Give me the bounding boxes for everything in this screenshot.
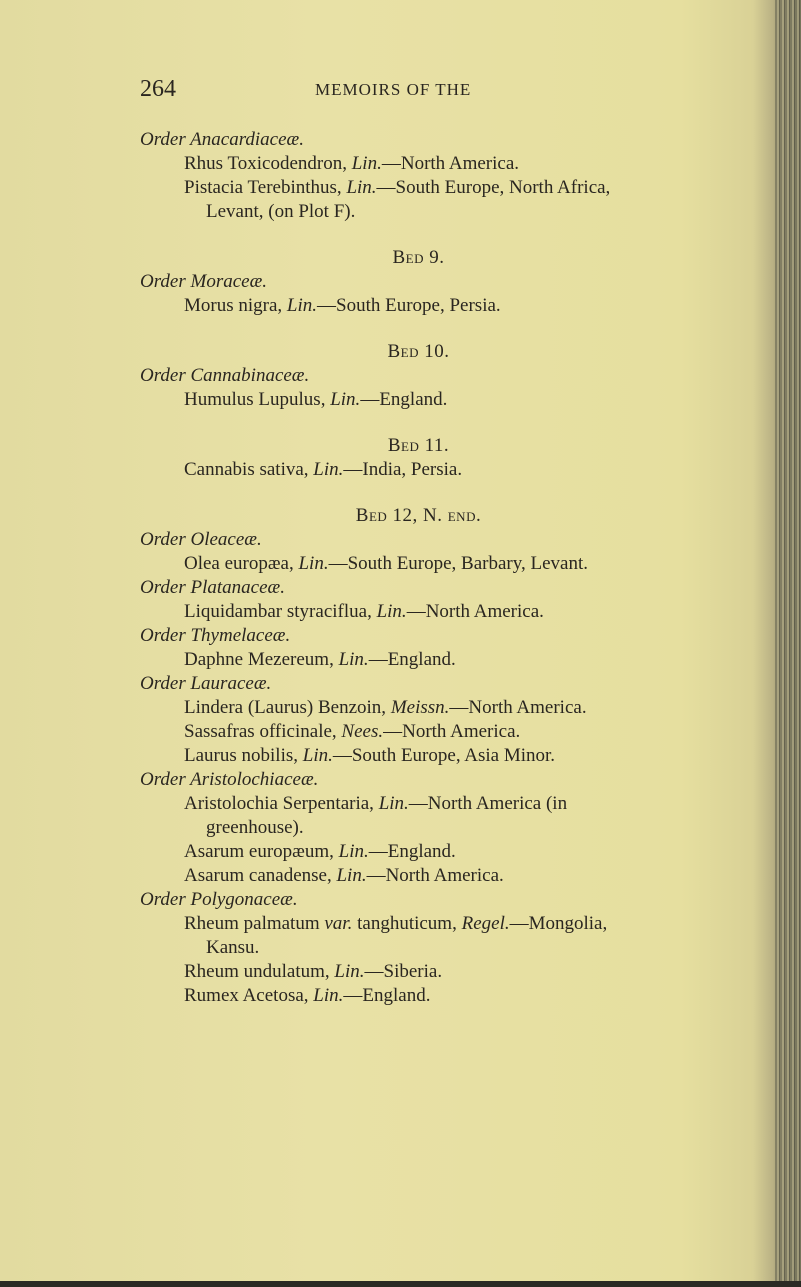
text-segment: Anacardiaceæ. bbox=[190, 129, 304, 150]
text-segment: Aristolochia Serpentaria, bbox=[184, 793, 379, 814]
text-segment: Lin. bbox=[336, 865, 367, 886]
text-segment: Bed 12, N. end. bbox=[355, 505, 482, 526]
species-entry bbox=[206, 936, 259, 960]
text-segment: —North America. bbox=[381, 153, 520, 174]
text-segment: Humulus Lupulus, bbox=[184, 389, 331, 410]
text-segment: Order Lauraceæ. bbox=[140, 673, 272, 694]
bed-heading bbox=[0, 340, 801, 364]
species-entry bbox=[184, 840, 456, 864]
text-segment: Lin. bbox=[376, 601, 407, 622]
text-segment: Daphne Mezereum, bbox=[184, 649, 339, 670]
text-segment: —England. bbox=[360, 389, 448, 410]
text-segment: Regel. bbox=[461, 913, 510, 934]
text-segment: —Siberia. bbox=[364, 961, 443, 982]
order-heading bbox=[140, 888, 298, 912]
text-segment: tanghuticum, bbox=[352, 913, 462, 934]
text-segment: Lin. bbox=[313, 985, 344, 1006]
species-entry bbox=[184, 648, 456, 672]
bed-heading bbox=[0, 434, 801, 458]
text-segment: Olea europæa, bbox=[184, 553, 299, 574]
species-entry bbox=[184, 294, 501, 318]
order-heading bbox=[140, 768, 318, 792]
text-segment: Order bbox=[140, 129, 191, 150]
text-segment: Order Cannabinaceæ. bbox=[140, 365, 310, 386]
text-segment: —Mongolia, bbox=[509, 913, 608, 934]
page-edge bbox=[775, 0, 801, 1287]
text-segment: Order Aristolochiaceæ. bbox=[140, 769, 319, 790]
page-number: 264 bbox=[140, 76, 176, 102]
text-segment: Bed 9. bbox=[392, 247, 445, 268]
text-segment: Order Moraceæ. bbox=[140, 271, 267, 292]
text-segment: —North America (in bbox=[408, 793, 568, 814]
order-heading bbox=[140, 672, 271, 696]
text-segment: Sassafras officinale, bbox=[184, 721, 342, 742]
text-segment: Bed 10. bbox=[387, 341, 450, 362]
text-segment: —North America. bbox=[406, 601, 544, 622]
text-segment: Lin. bbox=[338, 841, 369, 862]
text-segment: Lin. bbox=[302, 745, 333, 766]
text-segment: Meissn. bbox=[390, 697, 450, 718]
text-segment: Rheum undulatum, bbox=[184, 961, 335, 982]
order-heading bbox=[140, 128, 304, 152]
text-segment: Liquidambar styraciflua, bbox=[184, 601, 377, 622]
text-segment: Lin. bbox=[346, 177, 377, 198]
text-segment: Order Thymelaceæ. bbox=[140, 625, 291, 646]
page-bottom-shadow bbox=[0, 1281, 801, 1287]
text-segment: —England. bbox=[343, 985, 431, 1006]
text-segment: Bed 11. bbox=[387, 435, 450, 456]
species-entry bbox=[184, 176, 610, 200]
text-segment: Rheum palmatum bbox=[184, 913, 325, 934]
text-segment: —North America. bbox=[366, 865, 504, 886]
text-segment: Order Platanaceæ. bbox=[140, 577, 285, 598]
species-entry bbox=[184, 388, 447, 412]
text-segment: Lin. bbox=[286, 295, 318, 316]
text-segment: var. bbox=[324, 913, 353, 934]
text-segment: —South Europe, Asia Minor. bbox=[332, 745, 556, 766]
species-entry bbox=[206, 816, 304, 840]
species-entry bbox=[184, 720, 520, 744]
text-segment: —South Europe, Barbary, Levant. bbox=[328, 553, 589, 574]
text-segment: Asarum canadense, bbox=[184, 865, 337, 886]
text-segment: —South Europe, North Africa, bbox=[376, 177, 611, 198]
text-segment: Order Oleaceæ. bbox=[140, 529, 262, 550]
order-heading bbox=[140, 364, 309, 388]
order-heading bbox=[140, 270, 267, 294]
text-segment: Lin. bbox=[313, 459, 344, 480]
text-segment: Lindera (Laurus) Benzoin, bbox=[184, 697, 391, 718]
species-entry bbox=[184, 600, 544, 624]
text-segment: Order Polygonaceæ. bbox=[140, 889, 298, 910]
text-segment: —India, Persia. bbox=[343, 459, 463, 480]
text-segment: Rumex Acetosa, bbox=[184, 985, 314, 1006]
species-entry bbox=[184, 152, 519, 176]
bed-heading bbox=[0, 246, 801, 270]
text-segment: Nees. bbox=[341, 721, 384, 742]
species-entry bbox=[184, 912, 607, 936]
text-segment: Lin. bbox=[334, 961, 365, 982]
species-entry bbox=[184, 458, 462, 482]
order-heading bbox=[140, 624, 290, 648]
text-segment: —England. bbox=[368, 841, 456, 862]
text-segment: —North America. bbox=[383, 721, 521, 742]
text-segment: Morus nigra, bbox=[184, 295, 287, 316]
text-segment: —South Europe, Persia. bbox=[317, 295, 501, 316]
bed-heading bbox=[0, 504, 801, 528]
text-segment: —England. bbox=[368, 649, 456, 670]
text-segment: Lin. bbox=[351, 153, 382, 174]
species-entry bbox=[184, 744, 555, 768]
order-heading bbox=[140, 576, 285, 600]
species-entry bbox=[184, 792, 567, 816]
text-segment: Lin. bbox=[378, 793, 409, 814]
text-segment: Levant, (on Plot F). bbox=[206, 201, 356, 222]
text-segment: Cannabis sativa, bbox=[184, 459, 314, 480]
species-entry bbox=[184, 864, 504, 888]
species-entry bbox=[184, 552, 588, 576]
text-segment: —North America. bbox=[449, 697, 587, 718]
species-entry bbox=[184, 960, 442, 984]
text-segment: Pistacia Terebinthus, bbox=[184, 177, 347, 198]
text-segment: Lin. bbox=[338, 649, 369, 670]
text-segment: Rhus Toxicodendron, bbox=[184, 153, 352, 174]
text-segment: Asarum europæum, bbox=[184, 841, 339, 862]
text-segment: Lin. bbox=[298, 553, 329, 574]
text-segment: greenhouse). bbox=[206, 817, 304, 838]
running-head: MEMOIRS OF THE bbox=[315, 80, 472, 99]
species-entry bbox=[206, 200, 355, 224]
order-heading bbox=[140, 528, 262, 552]
text-segment: Lin. bbox=[330, 389, 361, 410]
species-entry bbox=[184, 696, 587, 720]
text-segment: Laurus nobilis, bbox=[184, 745, 303, 766]
species-entry bbox=[184, 984, 430, 1008]
text-segment: Kansu. bbox=[206, 937, 260, 958]
